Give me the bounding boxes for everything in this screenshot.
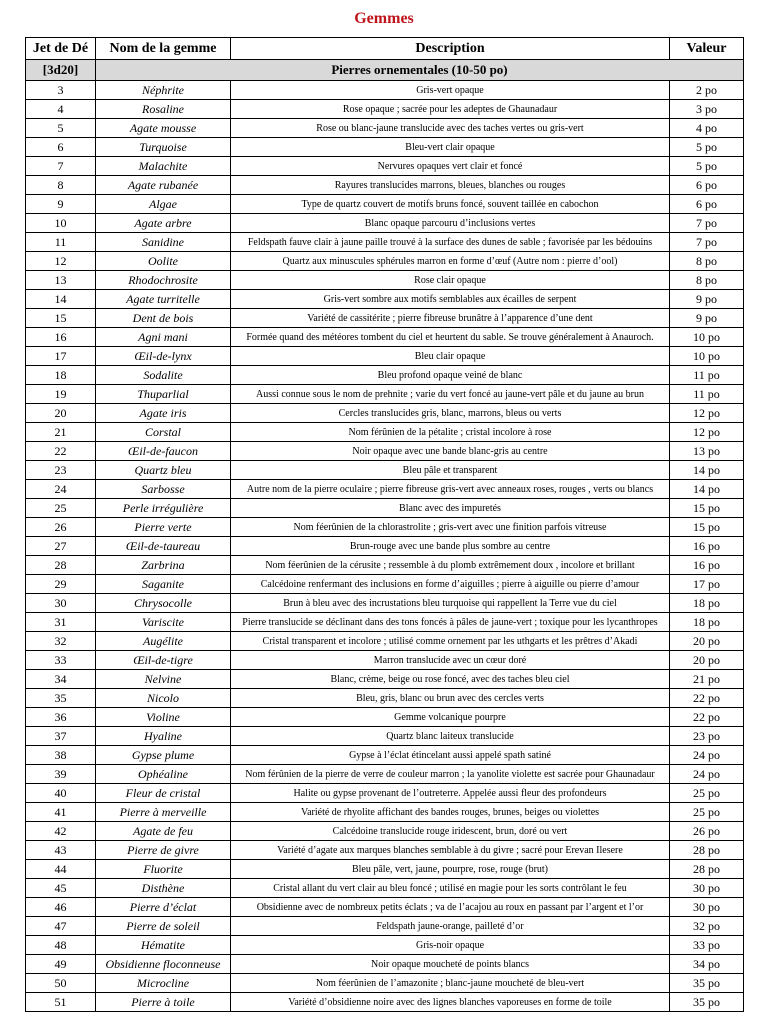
cell-value: 23 po (670, 727, 744, 746)
cell-roll: 9 (26, 195, 96, 214)
cell-gem-name: Violine (96, 708, 231, 727)
cell-roll: 14 (26, 290, 96, 309)
cell-description: Noir opaque moucheté de points blancs (231, 955, 670, 974)
table-row (26, 518, 744, 537)
cell-value: 30 po (670, 879, 744, 898)
cell-roll: 22 (26, 442, 96, 461)
cell-roll: 28 (26, 556, 96, 575)
header-description: Description (231, 38, 670, 60)
cell-roll: 24 (26, 480, 96, 499)
cell-value: 12 po (670, 404, 744, 423)
cell-gem-name: Gypse plume (96, 746, 231, 765)
table-row (26, 822, 744, 841)
cell-roll: 40 (26, 784, 96, 803)
cell-roll: 25 (26, 499, 96, 518)
cell-gem-name: Sodalite (96, 366, 231, 385)
table-row (26, 328, 744, 347)
cell-value: 18 po (670, 613, 744, 632)
cell-value: 16 po (670, 537, 744, 556)
cell-roll: 15 (26, 309, 96, 328)
table-row (26, 442, 744, 461)
cell-roll: 21 (26, 423, 96, 442)
page-title: Gemmes (354, 10, 414, 27)
cell-gem-name: Œil-de-lynx (96, 347, 231, 366)
cell-value: 8 po (670, 252, 744, 271)
cell-value: 7 po (670, 214, 744, 233)
cell-value: 8 po (670, 271, 744, 290)
cell-description: Gris-vert sombre aux motifs semblables aux écailles de serpent (231, 290, 670, 309)
cell-gem-name: Œil-de-faucon (96, 442, 231, 461)
cell-roll: 4 (26, 100, 96, 119)
cell-gem-name: Agate mousse (96, 119, 231, 138)
cell-gem-name: Oolite (96, 252, 231, 271)
cell-gem-name: Zarbrina (96, 556, 231, 575)
cell-value: 12 po (670, 423, 744, 442)
cell-description: Cristal transparent et incolore ; utilisé comme ornement par les uthgarts et les prêtres d’Akadi (231, 632, 670, 651)
table-row (26, 689, 744, 708)
cell-gem-name: Œil-de-taureau (96, 537, 231, 556)
cell-gem-name: Néphrite (96, 81, 231, 100)
cell-roll: 12 (26, 252, 96, 271)
cell-description: Noir opaque avec une bande blanc-gris au centre (231, 442, 670, 461)
cell-roll: 30 (26, 594, 96, 613)
cell-value: 10 po (670, 328, 744, 347)
cell-roll: 32 (26, 632, 96, 651)
table-row (26, 613, 744, 632)
cell-value: 10 po (670, 347, 744, 366)
cell-description: Gypse à l’éclat étincelant aussi appelé spath satiné (231, 746, 670, 765)
cell-description: Nervures opaques vert clair et foncé (231, 157, 670, 176)
table-row (26, 233, 744, 252)
cell-value: 28 po (670, 860, 744, 879)
cell-gem-name: Microcline (96, 974, 231, 993)
cell-roll: 31 (26, 613, 96, 632)
cell-value: 11 po (670, 385, 744, 404)
cell-description: Rose clair opaque (231, 271, 670, 290)
cell-value: 33 po (670, 936, 744, 955)
table-row (26, 898, 744, 917)
cell-description: Obsidienne avec de nombreux petits éclats ; va de l’acajou au roux en passant par l’argent et l’or (231, 898, 670, 917)
table-row (26, 271, 744, 290)
cell-roll: 27 (26, 537, 96, 556)
table-row (26, 499, 744, 518)
cell-value: 24 po (670, 746, 744, 765)
cell-value: 16 po (670, 556, 744, 575)
cell-description: Calcédoine renfermant des inclusions en forme d’aiguilles ; pierre à aiguille ou pierre d’amour (231, 575, 670, 594)
cell-description: Marron translucide avec un cœur doré (231, 651, 670, 670)
cell-description: Gris-vert opaque (231, 81, 670, 100)
cell-value: 22 po (670, 689, 744, 708)
cell-description: Nom férûnien de la pierre de verre de couleur marron ; la yanolite violette est sacrée pour Ghaunadaur (231, 765, 670, 784)
cell-value: 24 po (670, 765, 744, 784)
cell-roll: 13 (26, 271, 96, 290)
cell-roll: 8 (26, 176, 96, 195)
cell-gem-name: Agni mani (96, 328, 231, 347)
cell-roll: 47 (26, 917, 96, 936)
cell-roll: 17 (26, 347, 96, 366)
header-value: Valeur (670, 38, 744, 60)
cell-value: 25 po (670, 784, 744, 803)
cell-roll: 18 (26, 366, 96, 385)
table-row (26, 461, 744, 480)
table-row (26, 594, 744, 613)
cell-value: 4 po (670, 119, 744, 138)
table-row (26, 100, 744, 119)
cell-description: Bleu pâle et transparent (231, 461, 670, 480)
table-row (26, 841, 744, 860)
cell-gem-name: Pierre à toile (96, 993, 231, 1012)
cell-roll: 45 (26, 879, 96, 898)
cell-gem-name: Sarbosse (96, 480, 231, 499)
cell-description: Variété d’obsidienne noire avec des lignes blanches vaporeuses en forme de toile (231, 993, 670, 1012)
cell-gem-name: Augélite (96, 632, 231, 651)
cell-description: Feldspath jaune-orange, pailleté d’or (231, 917, 670, 936)
cell-roll: 44 (26, 860, 96, 879)
cell-description: Nom féerûnien de la cérusite ; ressemble à du plomb extrêmement doux , incolore et brillant (231, 556, 670, 575)
cell-description: Bleu clair opaque (231, 347, 670, 366)
cell-description: Halite ou gypse provenant de l’outreterre. Appelée aussi fleur des profondeurs (231, 784, 670, 803)
cell-value: 5 po (670, 157, 744, 176)
cell-description: Blanc, crème, beige ou rose foncé, avec des taches bleu ciel (231, 670, 670, 689)
table-row (26, 708, 744, 727)
cell-description: Calcédoine translucide rouge iridescent, brun, doré ou vert (231, 822, 670, 841)
cell-gem-name: Agate de feu (96, 822, 231, 841)
cell-gem-name: Perle irrégulière (96, 499, 231, 518)
table-row (26, 651, 744, 670)
cell-gem-name: Corstal (96, 423, 231, 442)
cell-roll: 20 (26, 404, 96, 423)
cell-roll: 36 (26, 708, 96, 727)
cell-description: Variété de rhyolite affichant des bandes rouges, brunes, beiges ou violettes (231, 803, 670, 822)
cell-value: 5 po (670, 138, 744, 157)
cell-gem-name: Ophéaline (96, 765, 231, 784)
cell-value: 14 po (670, 480, 744, 499)
cell-value: 32 po (670, 917, 744, 936)
header-roll: Jet de Dé (26, 38, 96, 60)
cell-roll: 23 (26, 461, 96, 480)
cell-value: 15 po (670, 518, 744, 537)
cell-description: Gemme volcanique pourpre (231, 708, 670, 727)
cell-gem-name: Agate arbre (96, 214, 231, 233)
cell-value: 20 po (670, 632, 744, 651)
cell-gem-name: Rosaline (96, 100, 231, 119)
cell-value: 6 po (670, 176, 744, 195)
cell-gem-name: Nelvine (96, 670, 231, 689)
table-row (26, 366, 744, 385)
section-label: Pierres ornementales (10-50 po) (96, 60, 744, 81)
cell-value: 6 po (670, 195, 744, 214)
cell-gem-name: Pierre à merveille (96, 803, 231, 822)
table-row (26, 176, 744, 195)
cell-gem-name: Dent de bois (96, 309, 231, 328)
cell-value: 14 po (670, 461, 744, 480)
cell-roll: 29 (26, 575, 96, 594)
cell-gem-name: Malachite (96, 157, 231, 176)
cell-gem-name: Obsidienne floconneuse (96, 955, 231, 974)
cell-description: Blanc avec des impuretés (231, 499, 670, 518)
cell-description: Aussi connue sous le nom de prehnite ; varie du vert foncé au jaune-vert pâle et du jaune au brun (231, 385, 670, 404)
cell-roll: 51 (26, 993, 96, 1012)
cell-value: 18 po (670, 594, 744, 613)
cell-value: 35 po (670, 993, 744, 1012)
cell-gem-name: Hyaline (96, 727, 231, 746)
cell-gem-name: Œil-de-tigre (96, 651, 231, 670)
cell-description: Bleu, gris, blanc ou brun avec des cercles verts (231, 689, 670, 708)
cell-gem-name: Agate turritelle (96, 290, 231, 309)
table-row (26, 537, 744, 556)
section-row (26, 60, 744, 81)
cell-description: Rayures translucides marrons, bleues, blanches ou rouges (231, 176, 670, 195)
cell-roll: 33 (26, 651, 96, 670)
cell-description: Rose opaque ; sacrée pour les adeptes de Ghaunadaur (231, 100, 670, 119)
cell-description: Variété de cassitérite ; pierre fibreuse brunâtre à l’apparence d’une dent (231, 309, 670, 328)
table-row (26, 556, 744, 575)
cell-gem-name: Algae (96, 195, 231, 214)
table-header-row (26, 38, 744, 60)
cell-roll: 43 (26, 841, 96, 860)
table-row (26, 157, 744, 176)
cell-value: 20 po (670, 651, 744, 670)
table-row (26, 423, 744, 442)
cell-description: Type de quartz couvert de motifs bruns foncé, souvent taillée en cabochon (231, 195, 670, 214)
cell-roll: 6 (26, 138, 96, 157)
table-row (26, 480, 744, 499)
cell-description: Brun-rouge avec une bande plus sombre au centre (231, 537, 670, 556)
cell-roll: 38 (26, 746, 96, 765)
cell-description: Nom féerûnien de la chlorastrolite ; gris-vert avec une finition parfois vitreuse (231, 518, 670, 537)
cell-gem-name: Fleur de cristal (96, 784, 231, 803)
table-row (26, 404, 744, 423)
table-row (26, 252, 744, 271)
cell-value: 3 po (670, 100, 744, 119)
cell-gem-name: Hématite (96, 936, 231, 955)
table-row (26, 803, 744, 822)
cell-roll: 19 (26, 385, 96, 404)
cell-roll: 46 (26, 898, 96, 917)
cell-value: 30 po (670, 898, 744, 917)
cell-value: 28 po (670, 841, 744, 860)
cell-description: Bleu-vert clair opaque (231, 138, 670, 157)
cell-description: Pierre translucide se déclinant dans des tons foncés à pâles de jaune-vert ; toxique pour les lycanthropes (231, 613, 670, 632)
cell-gem-name: Thuparlial (96, 385, 231, 404)
cell-value: 35 po (670, 974, 744, 993)
cell-description: Rose ou blanc-jaune translucide avec des taches vertes ou gris-vert (231, 119, 670, 138)
cell-description: Formée quand des météores tombent du ciel et heurtent du sable. Se trouve généralement à Anauroch. (231, 328, 670, 347)
table-row (26, 309, 744, 328)
table-row (26, 746, 744, 765)
cell-value: 11 po (670, 366, 744, 385)
cell-value: 26 po (670, 822, 744, 841)
cell-value: 13 po (670, 442, 744, 461)
cell-roll: 3 (26, 81, 96, 100)
gem-table (25, 37, 744, 1012)
cell-gem-name: Pierre verte (96, 518, 231, 537)
cell-roll: 48 (26, 936, 96, 955)
table-row (26, 765, 744, 784)
cell-roll: 37 (26, 727, 96, 746)
cell-gem-name: Pierre d’éclat (96, 898, 231, 917)
cell-description: Autre nom de la pierre oculaire ; pierre fibreuse gris-vert avec anneaux roses, rouges , verts ou blancs (231, 480, 670, 499)
table-row (26, 81, 744, 100)
cell-roll: 35 (26, 689, 96, 708)
cell-description: Brun à bleu avec des incrustations bleu turquoise qui rappellent la Terre vue du ciel (231, 594, 670, 613)
cell-value: 22 po (670, 708, 744, 727)
cell-value: 17 po (670, 575, 744, 594)
cell-gem-name: Turquoise (96, 138, 231, 157)
header-name: Nom de la gemme (96, 38, 231, 60)
cell-roll: 11 (26, 233, 96, 252)
cell-gem-name: Chrysocolle (96, 594, 231, 613)
cell-gem-name: Sanidine (96, 233, 231, 252)
cell-description: Cristal allant du vert clair au bleu foncé ; utilisé en magie pour les sorts contrôlant le feu (231, 879, 670, 898)
cell-gem-name: Agate iris (96, 404, 231, 423)
table-row (26, 195, 744, 214)
table-row (26, 138, 744, 157)
cell-roll: 39 (26, 765, 96, 784)
cell-description: Nom férûnien de la pétalite ; cristal incolore à rose (231, 423, 670, 442)
table-row (26, 670, 744, 689)
cell-gem-name: Nicolo (96, 689, 231, 708)
table-row (26, 385, 744, 404)
cell-value: 15 po (670, 499, 744, 518)
cell-description: Cercles translucides gris, blanc, marrons, bleus ou verts (231, 404, 670, 423)
table-row (26, 727, 744, 746)
cell-description: Quartz aux minuscules sphérules marron en forme d’œuf (Autre nom : pierre d’ool) (231, 252, 670, 271)
cell-roll: 41 (26, 803, 96, 822)
cell-description: Variété d’agate aux marques blanches semblable à du givre ; sacré pour Erevan Ilesere (231, 841, 670, 860)
cell-roll: 42 (26, 822, 96, 841)
table-row (26, 936, 744, 955)
cell-gem-name: Rhodochrosite (96, 271, 231, 290)
table-row (26, 917, 744, 936)
cell-roll: 10 (26, 214, 96, 233)
cell-gem-name: Variscite (96, 613, 231, 632)
table-row (26, 575, 744, 594)
cell-description: Quartz blanc laiteux translucide (231, 727, 670, 746)
cell-value: 7 po (670, 233, 744, 252)
table-row (26, 347, 744, 366)
table-row (26, 119, 744, 138)
table-row (26, 214, 744, 233)
cell-gem-name: Quartz bleu (96, 461, 231, 480)
cell-description: Bleu profond opaque veiné de blanc (231, 366, 670, 385)
cell-gem-name: Pierre de soleil (96, 917, 231, 936)
cell-description: Feldspath fauve clair à jaune paille trouvé à la surface des dunes de sable ; favorisée par les bédouins (231, 233, 670, 252)
cell-value: 2 po (670, 81, 744, 100)
cell-roll: 5 (26, 119, 96, 138)
cell-value: 9 po (670, 290, 744, 309)
cell-roll: 34 (26, 670, 96, 689)
cell-value: 9 po (670, 309, 744, 328)
cell-description: Gris-noir opaque (231, 936, 670, 955)
cell-roll: 7 (26, 157, 96, 176)
cell-gem-name: Fluorite (96, 860, 231, 879)
table-row (26, 955, 744, 974)
cell-description: Blanc opaque parcouru d’inclusions vertes (231, 214, 670, 233)
table-row (26, 860, 744, 879)
table-row (26, 632, 744, 651)
cell-value: 25 po (670, 803, 744, 822)
cell-description: Bleu pâle, vert, jaune, pourpre, rose, rouge (brut) (231, 860, 670, 879)
cell-gem-name: Agate rubanée (96, 176, 231, 195)
cell-roll: 16 (26, 328, 96, 347)
cell-roll: 50 (26, 974, 96, 993)
table-row (26, 974, 744, 993)
section-dice: [3d20] (26, 60, 96, 81)
cell-gem-name: Saganite (96, 575, 231, 594)
table-row (26, 784, 744, 803)
table-row (26, 993, 744, 1012)
table-row (26, 290, 744, 309)
table-row (26, 879, 744, 898)
cell-roll: 26 (26, 518, 96, 537)
cell-gem-name: Disthène (96, 879, 231, 898)
cell-gem-name: Pierre de givre (96, 841, 231, 860)
cell-value: 21 po (670, 670, 744, 689)
cell-value: 34 po (670, 955, 744, 974)
cell-description: Nom féerûnien de l’amazonite ; blanc-jaune moucheté de bleu-vert (231, 974, 670, 993)
cell-roll: 49 (26, 955, 96, 974)
